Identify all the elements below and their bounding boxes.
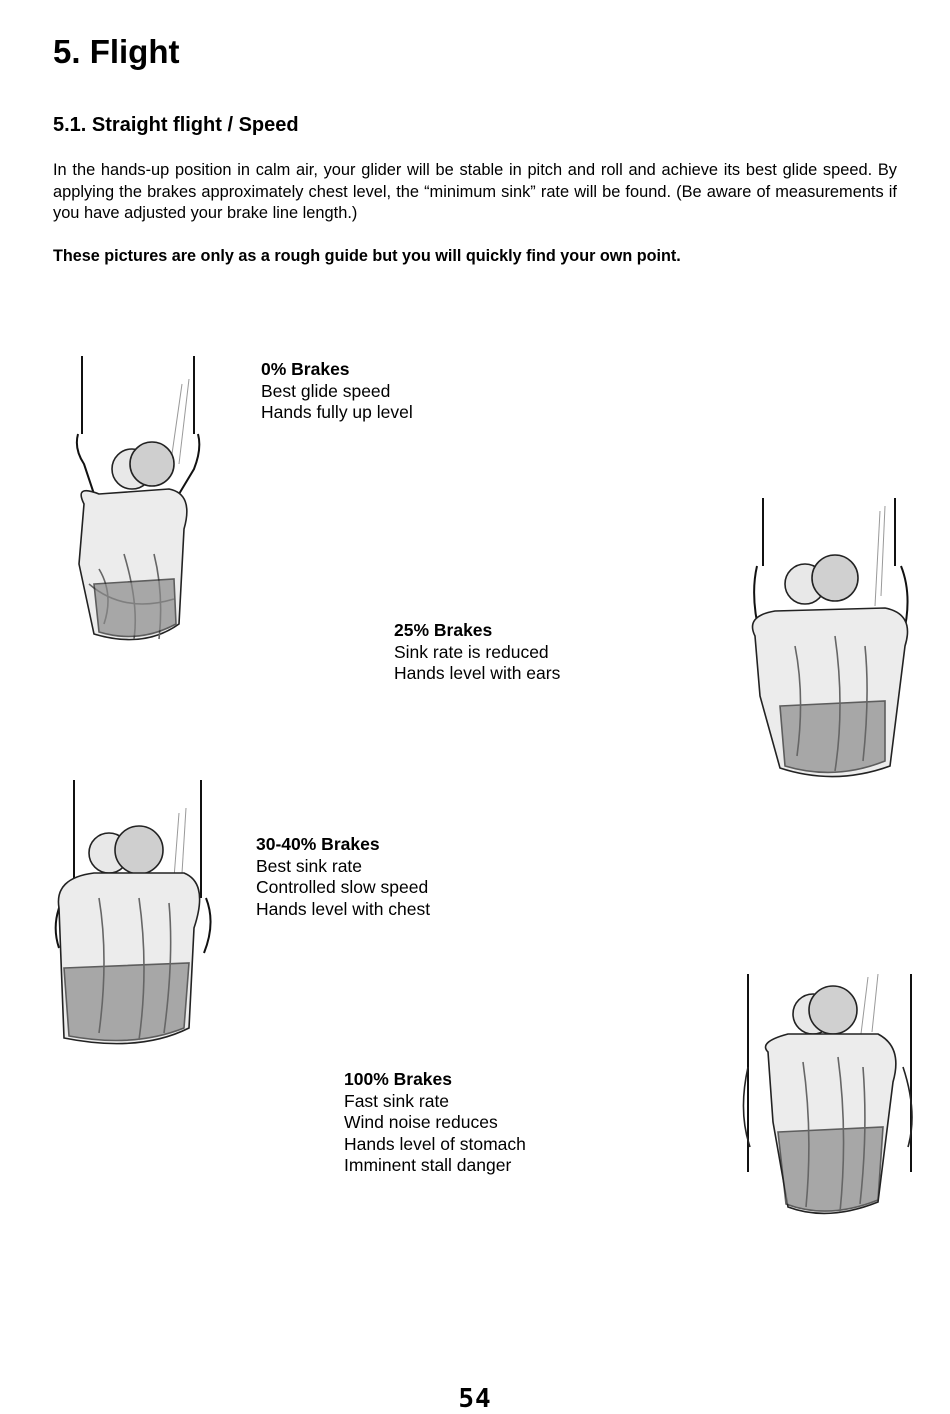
- pilot-illustration-0-percent: [44, 354, 214, 654]
- pilot-illustration-25-percent: [735, 496, 920, 786]
- position-caption-100: [344, 1069, 526, 1177]
- pilot-illustration-100-percent: [728, 972, 928, 1222]
- position-line: Imminent stall danger: [344, 1155, 512, 1175]
- position-line: Fast sink rate: [344, 1090, 450, 1111]
- position-caption-25: [394, 620, 560, 685]
- position-caption-30-40: [256, 834, 430, 920]
- position-line: Sink rate is reduced: [394, 641, 549, 662]
- position-line: Best glide speed: [261, 380, 391, 401]
- position-line: Best sink rate: [256, 855, 363, 876]
- position-line: Hands level of stomach: [344, 1133, 526, 1154]
- section-title: 5.1. Straight flight / Speed: [53, 114, 299, 136]
- position-heading: 0% Brakes: [261, 359, 350, 379]
- guide-note: These pictures are only as a rough guide but you will quickly find your own point.: [53, 247, 681, 265]
- position-caption-0: [261, 359, 413, 424]
- page-title: 5. Flight: [53, 33, 180, 70]
- position-line: Hands level with chest: [256, 898, 431, 919]
- position-heading: 30-40% Brakes: [256, 834, 380, 854]
- position-heading: 100% Brakes: [344, 1069, 452, 1089]
- position-line: Controlled slow speed: [256, 877, 429, 897]
- position-line: Hands fully up level: [261, 402, 413, 422]
- position-line: Wind noise reduces: [344, 1112, 498, 1132]
- pilot-illustration-30-40-percent: [44, 778, 214, 1053]
- page-number: 54: [458, 1384, 492, 1414]
- position-heading: 25% Brakes: [394, 620, 493, 640]
- position-line: Hands level with ears: [394, 663, 561, 683]
- intro-paragraph: In the hands-up position in calm air, your glider will be stable in pitch and roll and achieve its best glide speed. By applying the brakes approximately chest level, the “minimum sink” rate will be found. (Be aware of measurements if you have adjusted your brake line length.): [53, 161, 897, 222]
